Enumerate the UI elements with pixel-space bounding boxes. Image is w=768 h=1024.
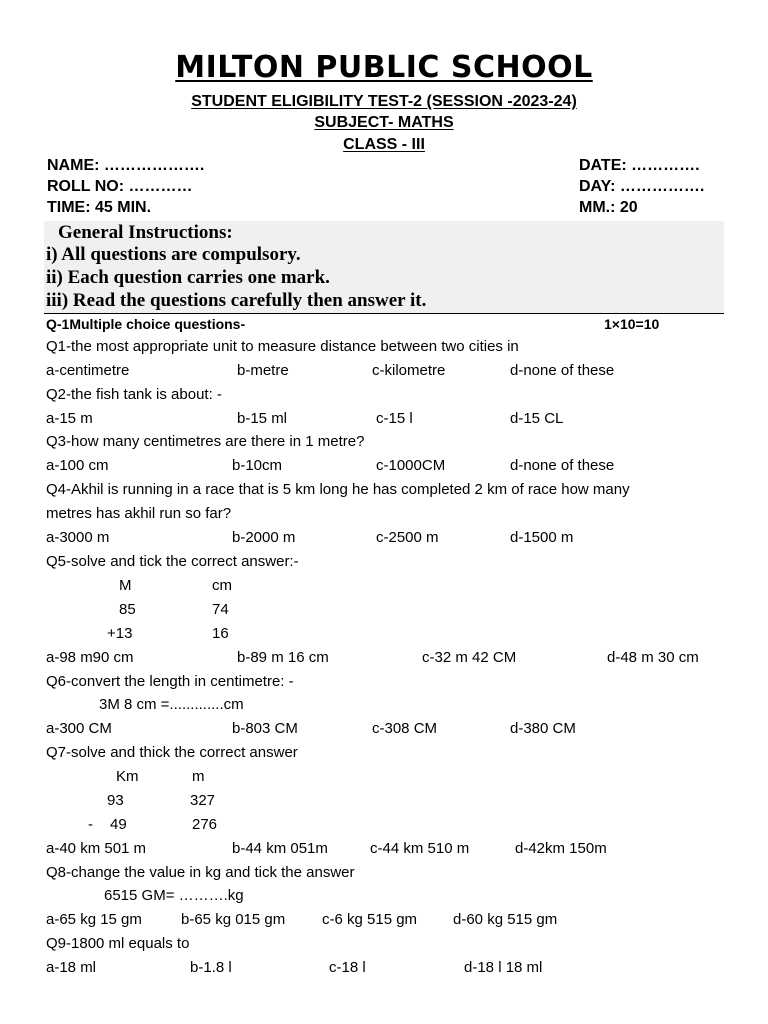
- question-3: Q3-how many centimetres are there in 1 metre?: [46, 433, 365, 450]
- option-d: d-15 CL: [510, 410, 564, 427]
- column-header: m: [192, 768, 205, 785]
- option-b: b-44 km 051m: [232, 840, 328, 857]
- question-4-continued: metres has akhil run so far?: [46, 505, 232, 522]
- instruction-item: i) All questions are compulsory.: [46, 244, 301, 265]
- option-a: a-98 m90 cm: [46, 649, 134, 666]
- difference-cell: 49: [110, 816, 127, 833]
- option-a: a-3000 m: [46, 529, 110, 546]
- section-title: Q-1Multiple choice questions-: [46, 316, 246, 332]
- minus-sign: -: [88, 816, 93, 833]
- difference-cell: 327: [190, 792, 216, 809]
- difference-cell: 93: [107, 792, 124, 809]
- option-c: c-6 kg 515 gm: [322, 911, 418, 928]
- subject-title: SUBJECT- MATHS: [314, 114, 454, 131]
- option-a: a-15 m: [46, 410, 93, 427]
- instruction-item: ii) Each question carries one mark.: [46, 267, 330, 288]
- option-b: b-15 ml: [237, 410, 288, 427]
- sum-cell: +13: [107, 625, 133, 642]
- option-c: c-kilometre: [372, 362, 446, 379]
- day-field: DAY: …………….: [579, 178, 705, 195]
- question-2: Q2-the fish tank is about: -: [46, 386, 222, 403]
- section-marks: 1×10=10: [604, 316, 660, 332]
- option-d: d-60 kg 515 gm: [453, 911, 558, 928]
- question-9: Q9-1800 ml equals to: [46, 935, 190, 952]
- option-d: d-380 CM: [510, 720, 576, 737]
- conversion-expression: 6515 GM= ……….kg: [104, 887, 244, 904]
- conversion-expression: 3M 8 cm =.............cm: [99, 696, 244, 713]
- option-d: d-42km 150m: [515, 840, 607, 857]
- option-c: c-18 l: [329, 959, 366, 976]
- option-c: c-44 km 510 m: [370, 840, 470, 857]
- column-header: M: [119, 577, 132, 594]
- roll-field: ROLL NO: …………: [47, 178, 193, 195]
- option-c: c-32 m 42 CM: [422, 649, 517, 666]
- difference-cell: 276: [192, 816, 218, 833]
- option-a: a-18 ml: [46, 959, 97, 976]
- option-d: d-18 l 18 ml: [464, 959, 543, 976]
- option-b: b-2000 m: [232, 529, 296, 546]
- date-field: DATE: ………….: [579, 157, 700, 174]
- school-name: MILTON PUBLIC SCHOOL: [175, 50, 593, 85]
- option-b: b-89 m 16 cm: [237, 649, 329, 666]
- option-a: a-100 cm: [46, 457, 109, 474]
- option-a: a-40 km 501 m: [46, 840, 147, 857]
- option-d: d-none of these: [510, 457, 615, 474]
- test-title: STUDENT ELIGIBILITY TEST-2 (SESSION -2023-24): [191, 93, 577, 110]
- class-title: CLASS - III: [343, 136, 425, 153]
- sum-cell: 85: [119, 601, 136, 618]
- option-b: b-65 kg 015 gm: [181, 911, 286, 928]
- question-6: Q6-convert the length in centimetre: -: [46, 673, 294, 690]
- option-b: b-10cm: [232, 457, 283, 474]
- option-a: a-centimetre: [46, 362, 130, 379]
- instructions-title: General Instructions:: [58, 222, 233, 243]
- question-8: Q8-change the value in kg and tick the answer: [46, 864, 355, 881]
- option-d: d-48 m 30 cm: [607, 649, 699, 666]
- option-a: a-300 CM: [46, 720, 112, 737]
- name-field: NAME: ……………….: [47, 157, 205, 174]
- column-header: Km: [116, 768, 139, 785]
- question-5: Q5-solve and tick the correct answer:-: [46, 553, 299, 570]
- option-c: c-15 l: [376, 410, 413, 427]
- option-b: b-803 CM: [232, 720, 298, 737]
- instruction-item: iii) Read the questions carefully then answer it.: [46, 290, 427, 311]
- time-field: TIME: 45 MIN.: [47, 199, 152, 216]
- column-header: cm: [212, 577, 232, 594]
- option-c: c-1000CM: [376, 457, 446, 474]
- question-1: Q1-the most appropriate unit to measure distance between two cities in: [46, 338, 519, 355]
- sum-cell: 16: [212, 625, 229, 642]
- option-c: c-308 CM: [372, 720, 438, 737]
- option-a: a-65 kg 15 gm: [46, 911, 142, 928]
- sum-cell: 74: [212, 601, 229, 618]
- max-marks-field: MM.: 20: [579, 199, 638, 216]
- option-b: b-metre: [237, 362, 289, 379]
- option-b: b-1.8 l: [190, 959, 232, 976]
- question-7: Q7-solve and thick the correct answer: [46, 744, 298, 761]
- option-d: d-none of these: [510, 362, 615, 379]
- question-4: Q4-Akhil is running in a race that is 5 km long he has completed 2 km of race how many: [46, 481, 630, 498]
- option-d: d-1500 m: [510, 529, 574, 546]
- option-c: c-2500 m: [376, 529, 439, 546]
